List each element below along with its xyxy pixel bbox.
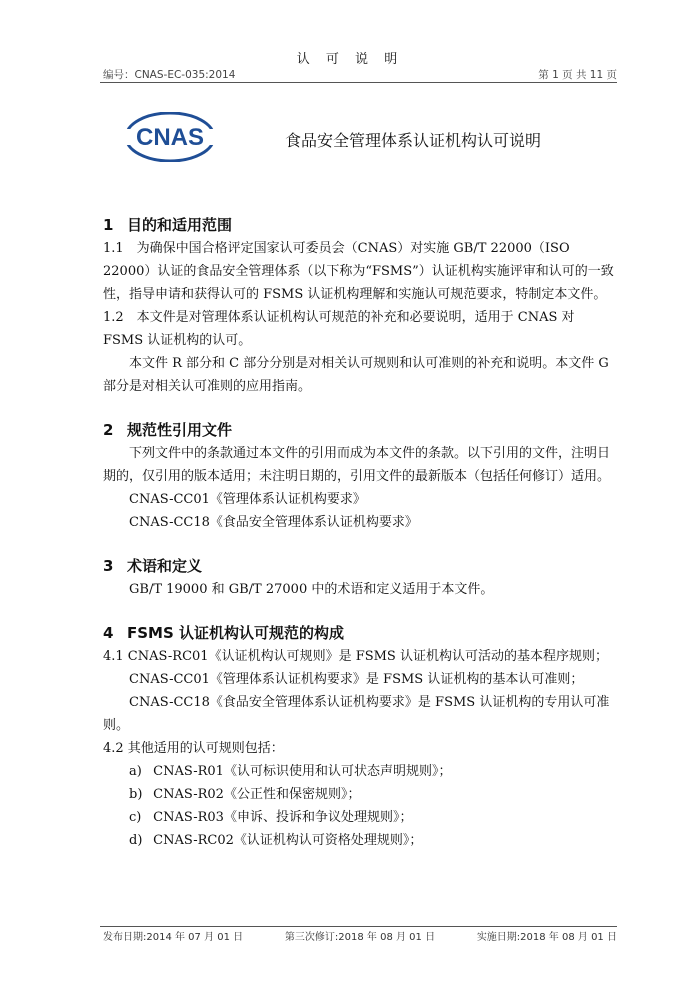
footer-divider [100, 926, 617, 927]
section-3-heading: 3 术语和定义 [103, 557, 203, 575]
revision-date: 第三次修订:2018 年 08 月 01 日 [284, 932, 436, 943]
section-4-1-cc18: CNAS-CC18《食品安全管理体系认证机构要求》是 FSMS 认证机构的专用认可准则。 [103, 695, 610, 733]
section-4-heading: 4 FSMS 认证机构认可规范的构成 [103, 624, 345, 642]
footer [103, 928, 617, 943]
section-2-intro: 下列文件中的条款通过本文件的引用而成为本文件的条款。以下引用的文件，注明日期的，仅引用的版本适用；未注明日期的，引用文件的最新版本（包括任何修订）适用。 [103, 446, 611, 484]
reference-cc01: CNAS-CC01《管理体系认证机构要求》 [129, 492, 366, 507]
doc-number: 编号：CNAS-EC-035:2014 [103, 69, 236, 81]
section-1-1: 1.1 为确保中国合格评定国家认可委员会（CNAS）对实施 GB/T 22000（ISO 22000）认证的食品安全管理体系（以下称为“FSMS”）认证机构实施评审和认可的一致性，指导申请和获得认可的 FSMS 认证机构理解和实施认可规范要求，特制定本文件。 [103, 241, 614, 302]
list-item: d) CNAS-RC02《认证机构认可资格处理规则》； [129, 833, 423, 848]
document-body [103, 213, 616, 852]
section-2-heading: 2 规范性引用文件 [103, 421, 233, 439]
list-item: a) CNAS-R01《认可标识使用和认可状态声明规则》； [129, 764, 452, 779]
section-4-1-cc01: CNAS-CC01《管理体系认证机构要求》是 FSMS 认证机构的基本认可准则； [129, 672, 584, 687]
cnas-logo [125, 112, 215, 162]
issue-date: 发布日期:2014 年 07 月 01 日 [103, 932, 244, 943]
section-1-note: 本文件 R 部分和 C 部分分别是对相关认可规则和认可准则的补充和说明。本文件 G 部分是对相关认可准则的应用指南。 [103, 356, 609, 394]
section-1-2: 1.2 本文件是对管理体系认证机构认可规范的补充和必要说明，适用于 CNAS 对 FSMS 认证机构的认可。 [103, 310, 575, 348]
section-4-1: 4.1 CNAS-RC01《认证机构认可规则》是 FSMS 认证机构认可活动的基本程序规则； [103, 649, 608, 664]
effective-date: 实施日期:2018 年 08 月 01 日 [476, 932, 617, 943]
page-info: 第 1 页 共 11 页 [538, 69, 617, 81]
section-3-text: GB/T 19000 和 GB/T 27000 中的术语和定义适用于本文件。 [129, 582, 494, 597]
document-title: 食品安全管理体系认证机构认可说明 [285, 131, 542, 150]
section-1-heading: 1 目的和适用范围 [103, 216, 233, 234]
header-divider [100, 82, 617, 83]
section-4-2: 4.2 其他适用的认可规则包括： [103, 741, 284, 756]
header-title: 认 可 说 明 [296, 52, 404, 67]
list-item: b) CNAS-R02《公正性和保密规则》； [129, 787, 361, 802]
list-item: c) CNAS-R03《申诉、投诉和争议处理规则》； [129, 810, 413, 825]
header-row [103, 67, 617, 82]
logo-text: CNAS [135, 124, 205, 151]
reference-cc18: CNAS-CC18《食品安全管理体系认证机构要求》 [129, 515, 418, 530]
